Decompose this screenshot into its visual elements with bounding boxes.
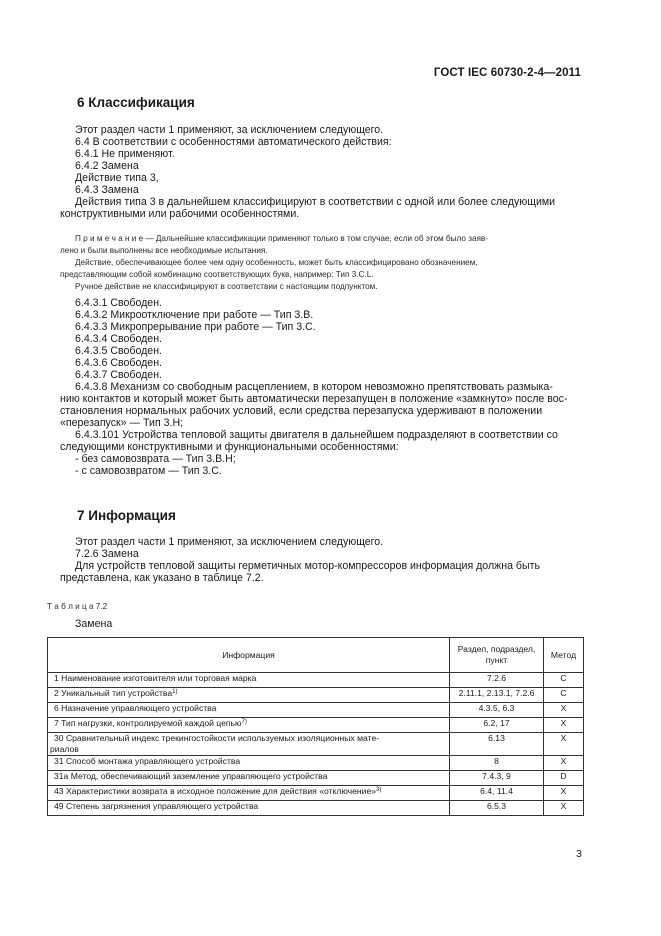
table-row: 43 Характеристики возврата в исходное положение для действия «отключение»$^{3)}$ 6.4, 11.4 X	[48, 786, 584, 801]
text-line: 6.4 В соответствии с особенностями автоматического действия:	[75, 136, 392, 148]
table-row: 6 Назначение управляющего устройства 4.3.5, 6.3 X	[48, 703, 584, 718]
section-6-title: 6 Классификация	[77, 95, 195, 110]
text-line: становления нормальных рабочих условий, если средства перезапуска удерживают в положении	[60, 405, 543, 417]
note-line: представляющим собой комбинацию соответствующих букв, например: Тип 3.C.L.	[60, 270, 374, 279]
text-line: нию контактов и который может быть автоматически перезапущен в положение «замкнуто» после вос-	[60, 393, 568, 405]
section-7-title: 7 Информация	[77, 508, 176, 523]
table-row: 7 Тип нагрузки, контролируемой каждой цепью$^{7)}$ 6.2, 17 X	[48, 718, 584, 733]
footnote-ref: 3)	[376, 787, 382, 793]
text-line: «перезапуск» — Тип 3.Н;	[60, 417, 184, 429]
text-line: 6.4.3.7 Свободен.	[75, 369, 162, 381]
text-line: 6.4.3 Замена	[75, 184, 139, 196]
list-item: - без самовозврата — Тип 3.В.Н;	[75, 453, 236, 465]
section-6-body	[60, 124, 585, 220]
text-line: Действия типа 3 в дальнейшем классифицируют в соответствии с одной или более следующими	[75, 196, 556, 208]
text-line: Для устройств тепловой защиты герметичных мотор-компрессоров информация должна быть	[75, 560, 540, 572]
note-line: лено и были выполнены все необходимые испытания.	[60, 246, 268, 255]
text-line: Действие типа 3,	[75, 172, 159, 184]
note-line: П р и м е ч а н и е — Дальнейшие классификации применяют только в том случае, если об этом было заяв-	[75, 234, 489, 243]
document-header: ГОСТ IEC 60730-2-4—2011	[433, 67, 581, 79]
text-line: следующими конструктивными и функциональными особенностями:	[60, 441, 399, 453]
section-7-body	[60, 536, 585, 584]
text-line: 6.4.3.4 Свободен.	[75, 333, 162, 345]
note-line: Действие, обеспечивающее более чем одну особенность, может быть классифицировано обозначением,	[75, 258, 478, 267]
footnote-ref: 1)	[172, 689, 178, 695]
text-line: Этот раздел части 1 применяют, за исключением следующего.	[75, 124, 384, 136]
text-line: конструктивными или рабочими особенностями.	[60, 208, 300, 220]
text-line: 6.4.3.5 Свободен.	[75, 345, 162, 357]
information-table	[47, 637, 584, 816]
text-line: 7.2.6 Замена	[75, 548, 139, 560]
table-header-row	[48, 638, 584, 673]
table-subcaption: Замена	[75, 618, 113, 630]
section-6-note	[60, 233, 585, 293]
section-6-items	[60, 297, 585, 477]
header-method: Метод	[544, 638, 584, 673]
table-row: 2 Уникальный тип устройства$^{1)}$ 2.11.1, 2.13.1, 7.2.6 С	[48, 688, 584, 703]
table-caption: Т а б л и ц а 7.2	[47, 602, 108, 611]
header-section: Раздел, подраздел, пункт	[450, 638, 544, 673]
note-line: Ручное действие не классифицируют в соответствии с настоящим подпунктом.	[75, 282, 378, 291]
text-line: 6.4.3.6 Свободен.	[75, 357, 162, 369]
list-item: - с самовозвратом — Тип 3.С.	[75, 465, 222, 477]
table-row: 31а Метод, обеспечивающий заземление управляющего устройства 7.4.3, 9 D	[48, 771, 584, 786]
text-line: 6.4.2 Замена	[75, 160, 139, 172]
table-row: 31 Способ монтажа управляющего устройства 8 X	[48, 756, 584, 771]
footnote-ref: 7)	[241, 719, 247, 725]
text-line: 6.4.3.2 Микроотключение при работе — Тип 3.В.	[75, 309, 314, 321]
text-line: 6.4.1 Не применяют.	[75, 148, 175, 160]
text-line: 6.4.3.3 Микропрерывание при работе — Тип 3.С.	[75, 321, 316, 333]
text-line: 6.4.3.101 Устройства тепловой защиты двигателя в дальнейшем подразделяют в соответствии со	[75, 429, 558, 441]
page-number: 3	[576, 848, 582, 860]
table-row: 30 Сравнительный индекс трекингостойкости используемых изоляционных мате- риалов 6.13 X	[48, 733, 584, 756]
header-info: Информация	[48, 638, 450, 673]
text-line: представлена, как указано в таблице 7.2.	[60, 572, 264, 584]
text-line: 6.4.3.8 Механизм со свободным расцеплением, в котором невозможно препятствовать размыка-	[75, 381, 553, 393]
text-line: Этот раздел части 1 применяют, за исключением следующего.	[75, 536, 384, 548]
text-line: 6.4.3.1 Свободен.	[75, 297, 162, 309]
table-row: 49 Степень загрязнения управляющего устройства 6.5.3 X	[48, 801, 584, 816]
table-row: 1 Наименование изготовителя или торговая марка 7.2.6 С	[48, 673, 584, 688]
